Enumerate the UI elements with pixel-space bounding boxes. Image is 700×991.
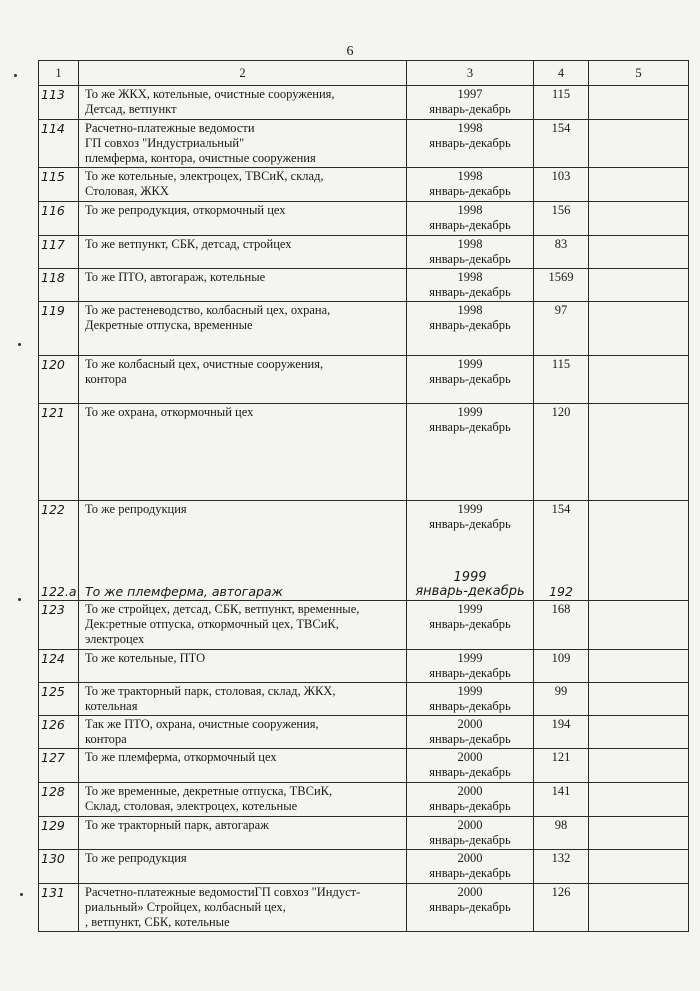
period-year: 1999	[457, 357, 483, 371]
row-number-text: 131	[41, 885, 65, 900]
row-period	[407, 884, 534, 932]
row-notes	[589, 202, 689, 236]
row-period	[407, 749, 534, 783]
row-notes	[589, 501, 689, 565]
column-header-5: 5	[589, 61, 689, 86]
period-year: 2000	[457, 750, 483, 764]
row-description	[79, 501, 407, 565]
period-months: январь-декабрь	[429, 617, 511, 631]
period-months: январь-декабрь	[429, 799, 511, 813]
row-description	[79, 884, 407, 932]
column-header-3: 3	[407, 61, 534, 86]
row-number	[39, 850, 79, 884]
table-row	[39, 850, 689, 884]
handwritten-number-text: 122.а	[41, 584, 77, 599]
sheet-count-text: 97	[554, 303, 568, 317]
sheet-count-text: 168	[551, 602, 571, 616]
sheet-count-text: 115	[551, 87, 571, 101]
handwritten-number	[39, 565, 79, 601]
row-description	[79, 120, 407, 168]
row-number	[39, 302, 79, 356]
row-description	[79, 601, 407, 650]
row-notes	[589, 236, 689, 269]
binding-hole-mark	[18, 343, 21, 346]
description-line: То же тракторный парк, автогараж	[85, 818, 269, 832]
description-line: То же охрана, откормочный цех	[85, 405, 254, 419]
period-months: январь-декабрь	[429, 517, 511, 531]
handwritten-sheet-count	[534, 565, 589, 601]
row-sheet-count	[534, 850, 589, 884]
row-sheet-count	[534, 269, 589, 302]
description-line: То же котельные, ПТО	[85, 651, 206, 665]
row-number	[39, 749, 79, 783]
row-period	[407, 202, 534, 236]
table-row	[39, 683, 689, 716]
row-notes	[589, 269, 689, 302]
description-line: То же репродукция	[85, 502, 187, 516]
row-description	[79, 716, 407, 749]
row-period	[407, 501, 534, 565]
row-number	[39, 716, 79, 749]
row-sheet-count	[534, 168, 589, 202]
row-description	[79, 404, 407, 501]
period-year: 2000	[457, 851, 483, 865]
description-line: То же ветпункт, СБК, детсад, стройцех	[85, 237, 292, 251]
row-period	[407, 236, 534, 269]
binding-hole-mark	[14, 74, 17, 77]
description-line: То же ЖКХ, котельные, очистные сооружения,	[85, 87, 335, 101]
row-sheet-count	[534, 86, 589, 120]
row-number	[39, 404, 79, 501]
table-body	[39, 86, 689, 932]
period-year: 1998	[457, 169, 483, 183]
row-number	[39, 269, 79, 302]
row-number	[39, 817, 79, 850]
row-number-text: 116	[41, 203, 65, 218]
period-months: январь-декабрь	[429, 218, 511, 232]
period-year: 2000	[457, 885, 483, 899]
column-header-2: 2	[79, 61, 407, 86]
row-period	[407, 850, 534, 884]
row-sheet-count	[534, 716, 589, 749]
period-year: 1999	[457, 502, 483, 516]
period-year: 1999	[457, 651, 483, 665]
description-line: Склад, столовая, электроцех, котельные	[85, 799, 298, 813]
sheet-count-text: 115	[551, 357, 571, 371]
page-number: 6	[346, 44, 354, 59]
row-description	[79, 236, 407, 269]
table-row	[39, 356, 689, 404]
description-line: Декретные отпуска, временные	[85, 318, 253, 332]
row-sheet-count	[534, 404, 589, 501]
description-line: То же колбасный цех, очистные сооружения,	[85, 357, 324, 371]
row-period	[407, 650, 534, 683]
row-description	[79, 683, 407, 716]
period-year: 1998	[457, 237, 483, 251]
row-sheet-count	[534, 683, 589, 716]
row-description	[79, 202, 407, 236]
period-months: январь-декабрь	[429, 866, 511, 880]
row-number-text: 127	[41, 750, 65, 765]
description-line: То же растеневодство, колбасный цех, охрана,	[85, 303, 331, 317]
description-line: То же племферма, откормочный цех	[85, 750, 277, 764]
row-period	[407, 404, 534, 501]
row-period	[407, 302, 534, 356]
row-number	[39, 650, 79, 683]
table-row	[39, 749, 689, 783]
row-number-text: 130	[41, 851, 65, 866]
row-notes	[589, 884, 689, 932]
sheet-count-text: 99	[554, 684, 568, 698]
row-notes	[589, 749, 689, 783]
row-notes	[589, 168, 689, 202]
row-period	[407, 168, 534, 202]
period-year: 1997	[457, 87, 483, 101]
header-row	[39, 61, 689, 86]
inventory-table	[38, 60, 689, 932]
period-year: 1999	[457, 405, 483, 419]
description-line: Дек:ретные отпуска, откормочный цех, ТВСиК,	[85, 617, 339, 631]
table-row	[39, 120, 689, 168]
period-months: январь-декабрь	[429, 136, 511, 150]
column-header-1: 1	[39, 61, 79, 86]
period-months: январь-декабрь	[429, 184, 511, 198]
description-line: ГП совхоз "Индустриальный"	[85, 136, 245, 150]
row-notes	[589, 86, 689, 120]
table-row	[39, 302, 689, 356]
period-months: январь-декабрь	[429, 833, 511, 847]
row-description	[79, 749, 407, 783]
row-sheet-count	[534, 501, 589, 565]
table-row	[39, 783, 689, 817]
period-months: январь-декабрь	[429, 420, 511, 434]
period-months: январь-декабрь	[429, 765, 511, 779]
period-year: 1999	[457, 602, 483, 616]
period-months: январь-декабрь	[429, 252, 511, 266]
period-year: 1998	[457, 121, 483, 135]
row-description	[79, 302, 407, 356]
table-row	[39, 202, 689, 236]
sheet-count-text: 154	[551, 502, 571, 516]
row-period	[407, 269, 534, 302]
description-line: То же тракторный парк, столовая, склад, ЖКХ,	[85, 684, 336, 698]
row-description	[79, 783, 407, 817]
row-number-text: 121	[41, 405, 65, 420]
row-number-text: 117	[41, 237, 65, 252]
binding-hole-mark	[18, 598, 21, 601]
row-number-text: 129	[41, 818, 65, 833]
row-number-text: 114	[41, 121, 65, 136]
table-row	[39, 601, 689, 650]
period-months: январь-декабрь	[429, 102, 511, 116]
row-period	[407, 601, 534, 650]
row-description	[79, 168, 407, 202]
handwritten-description	[79, 565, 407, 601]
row-number	[39, 356, 79, 404]
description-line: То же репродукция, откормочный цех	[85, 203, 286, 217]
period-months: январь-декабрь	[429, 318, 511, 332]
row-number-text: 125	[41, 684, 65, 699]
row-number-text: 122	[41, 502, 65, 517]
row-period	[407, 86, 534, 120]
sheet-count-text: 154	[551, 121, 571, 135]
description-line: электроцех	[85, 632, 145, 646]
row-number	[39, 168, 79, 202]
row-description	[79, 650, 407, 683]
period-months: январь-декабрь	[429, 666, 511, 680]
sheet-count-text: 194	[551, 717, 571, 731]
row-period	[407, 783, 534, 817]
description-line: Расчетно-платежные ведомостиГП совхоз "Индуст-	[85, 885, 361, 899]
sheet-count-text: 83	[554, 237, 568, 251]
period-year: 2000	[457, 818, 483, 832]
row-sheet-count	[534, 884, 589, 932]
row-period	[407, 817, 534, 850]
description-line: То же репродукция	[85, 851, 187, 865]
table-row	[39, 817, 689, 850]
sheet-count-text: 1569	[548, 270, 574, 284]
row-number-text: 128	[41, 784, 65, 799]
period-months: январь-декабрь	[429, 699, 511, 713]
table-row	[39, 168, 689, 202]
row-sheet-count	[534, 356, 589, 404]
table-row	[39, 650, 689, 683]
description-line: Столовая, ЖКХ	[85, 184, 169, 198]
description-line: То же стройцех, детсад, СБК, ветпункт, временные,	[85, 602, 360, 616]
handwritten-row	[39, 565, 689, 601]
description-line: племферма, контора, очистные сооружения	[85, 151, 316, 165]
row-sheet-count	[534, 749, 589, 783]
table-row	[39, 236, 689, 269]
row-number	[39, 202, 79, 236]
sheet-count-text: 126	[551, 885, 571, 899]
row-period	[407, 683, 534, 716]
row-number	[39, 120, 79, 168]
sheet-count-text: 98	[554, 818, 568, 832]
handwritten-description-text: То же племферма, автогараж	[85, 584, 283, 599]
sheet-count-text: 141	[551, 784, 571, 798]
row-number-text: 124	[41, 651, 65, 666]
period-months: январь-декабрь	[429, 372, 511, 386]
handwritten-months: январь-декабрь	[415, 584, 525, 599]
period-year: 2000	[457, 784, 483, 798]
row-notes	[589, 650, 689, 683]
row-description	[79, 86, 407, 120]
description-line: контора	[85, 732, 127, 746]
period-year: 2000	[457, 717, 483, 731]
row-sheet-count	[534, 236, 589, 269]
row-number-text: 126	[41, 717, 65, 732]
description-line: контора	[85, 372, 127, 386]
handwritten-year: 1999	[453, 570, 487, 585]
row-notes	[589, 716, 689, 749]
row-number	[39, 86, 79, 120]
table-row	[39, 404, 689, 501]
description-line: То же котельные, электроцех, ТВСиК, склад,	[85, 169, 324, 183]
row-number-text: 118	[41, 270, 65, 285]
period-months: январь-декабрь	[429, 732, 511, 746]
row-number	[39, 501, 79, 565]
sheet-count-text: 109	[551, 651, 571, 665]
description-line: То же ПТО, автогараж, котельные	[85, 270, 266, 284]
period-months: январь-декабрь	[429, 285, 511, 299]
row-description	[79, 269, 407, 302]
row-sheet-count	[534, 817, 589, 850]
row-notes	[589, 356, 689, 404]
sheet-count-text: 121	[551, 750, 571, 764]
sheet-count-text: 132	[551, 851, 571, 865]
row-sheet-count	[534, 120, 589, 168]
row-period	[407, 356, 534, 404]
row-notes	[589, 404, 689, 501]
sheet-count-text: 156	[551, 203, 571, 217]
row-sheet-count	[534, 783, 589, 817]
row-notes	[589, 302, 689, 356]
row-notes	[589, 850, 689, 884]
row-sheet-count	[534, 202, 589, 236]
row-notes	[589, 783, 689, 817]
period-year: 1998	[457, 303, 483, 317]
period-year: 1999	[457, 684, 483, 698]
table-row	[39, 86, 689, 120]
row-period	[407, 120, 534, 168]
description-line: Расчетно-платежные ведомости	[85, 121, 255, 135]
row-number-text: 119	[41, 303, 65, 318]
description-line: Так же ПТО, охрана, очистные сооружения,	[85, 717, 319, 731]
description-line: Детсад, ветпункт	[85, 102, 177, 116]
handwritten-notes	[589, 565, 689, 601]
row-number-text: 120	[41, 357, 65, 372]
row-number	[39, 683, 79, 716]
row-sheet-count	[534, 650, 589, 683]
column-header-4: 4	[534, 61, 589, 86]
period-year: 1998	[457, 203, 483, 217]
row-number	[39, 236, 79, 269]
row-number-text: 115	[41, 169, 65, 184]
row-sheet-count	[534, 601, 589, 650]
handwritten-period	[407, 565, 534, 601]
row-number	[39, 601, 79, 650]
description-line: То же временные, декретные отпуска, ТВСиК,	[85, 784, 333, 798]
row-description	[79, 356, 407, 404]
row-number	[39, 783, 79, 817]
table-row	[39, 716, 689, 749]
row-notes	[589, 683, 689, 716]
row-number-text: 123	[41, 602, 65, 617]
period-year: 1998	[457, 270, 483, 284]
table-row	[39, 269, 689, 302]
row-notes	[589, 120, 689, 168]
row-number-text: 113	[41, 87, 65, 102]
row-description	[79, 850, 407, 884]
row-sheet-count	[534, 302, 589, 356]
row-notes	[589, 601, 689, 650]
sheet-count-text: 103	[551, 169, 571, 183]
description-line: котельная	[85, 699, 138, 713]
description-line: риальный» Стройцех, колбасный цех,	[85, 900, 286, 914]
row-number	[39, 884, 79, 932]
sheet-count-text: 120	[551, 405, 571, 419]
row-period	[407, 716, 534, 749]
row-notes	[589, 817, 689, 850]
handwritten-sheet-count-text: 192	[549, 584, 573, 599]
table-row	[39, 884, 689, 932]
table-row	[39, 501, 689, 565]
binding-hole-mark	[20, 893, 23, 896]
row-description	[79, 817, 407, 850]
period-months: январь-декабрь	[429, 900, 511, 914]
description-line: , ветпункт, СБК, котельные	[85, 915, 230, 929]
